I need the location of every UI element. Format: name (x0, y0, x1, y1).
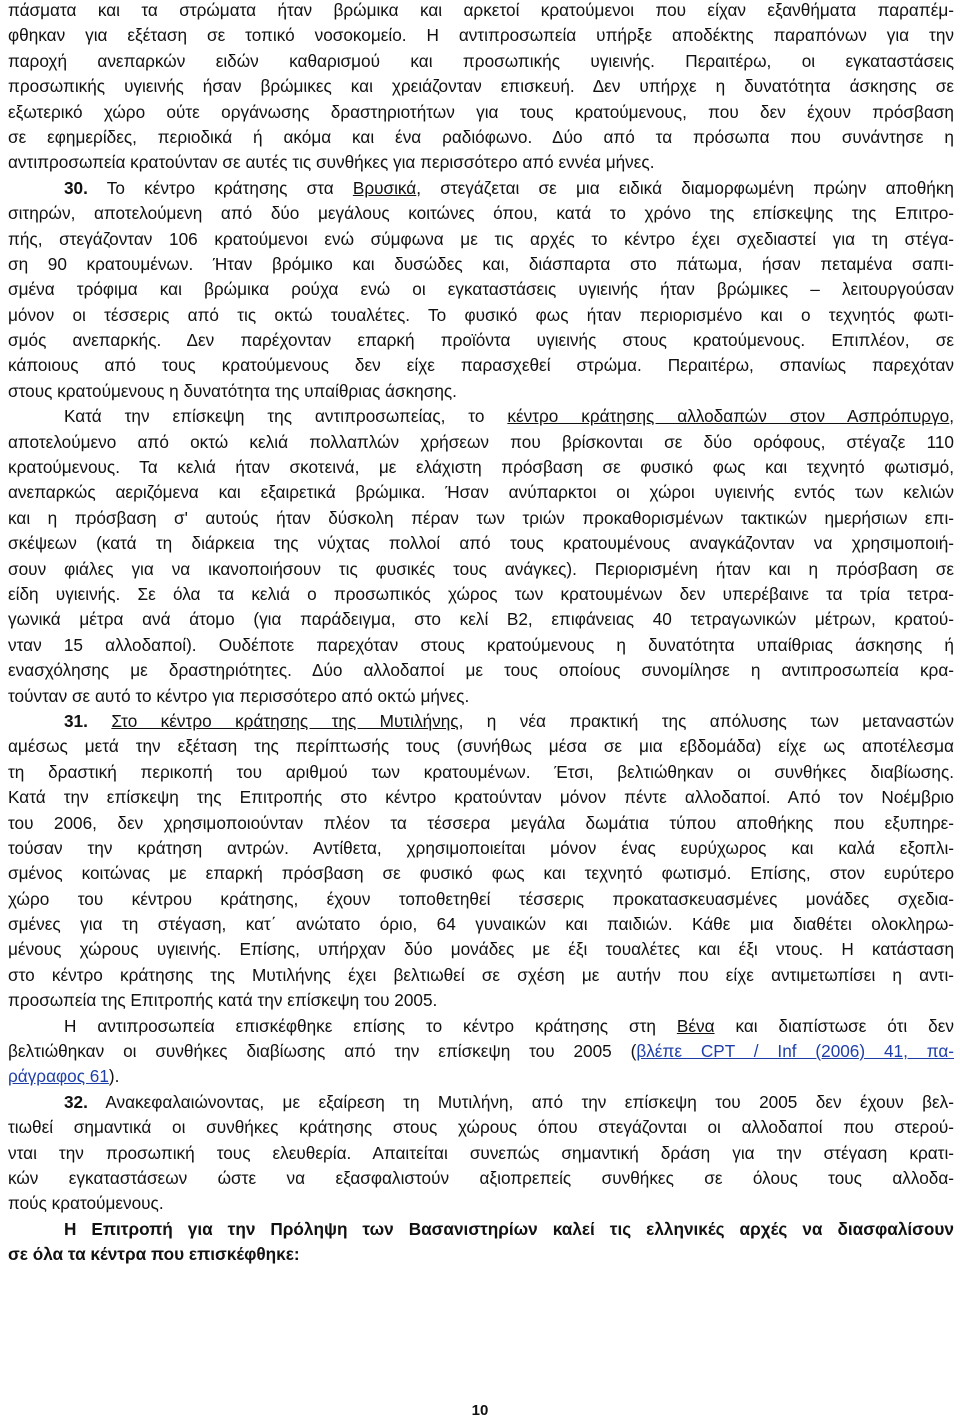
text-line: νται την προσωπική τους ελευθερία. Απαιτείται συνεπώς σημαντική δράση για την στέγαση κρατι- (8, 1142, 954, 1163)
place-name-underlined: Βρυσικά (352, 177, 417, 198)
text-line: τη δραστική περικοπή του αριθμού των κρατουμένων. Έτσι, βελτιώθηκαν οι συνθήκες διαβίωσης. (8, 761, 954, 782)
place-name-underlined: Στο κέντρο κράτησης της Μυτιλήνης (111, 710, 459, 731)
text-run: Ανακεφαλαιώνοντας, με εξαίρεση τη Μυτιλήνη, από την επίσκεψη του 2005 δεν έχουν βελ- (87, 1091, 954, 1112)
text-line: τιωθεί σημαντικά οι συνθήκες κράτησης στους χώρους όπου στεγάζονται οι αλλοδαποί που στερού- (8, 1117, 954, 1138)
text-line: προσωπικής υγιεινής ήσαν βρώμικες και χρειάζονταν επισκευή. Δεν υπήρχε η δυνατότητα άσκησης σε (8, 76, 954, 97)
text-line: του 2006, δεν χρησιμοποιούνταν πλέον τα τέσσερα μεγάλα δωμάτια τύπου αποθήκης που εξυπηρε- (8, 812, 954, 833)
text-line: σιτηρών, αποτελούμενη από δύο μεγάλους κοιτώνες όπου, κατά το χρόνο της επίσκεψης της Επιτρο- (8, 203, 954, 224)
place-name-underlined: κέντρο κράτησης αλλοδαπών στον Ασπρόπυργο (507, 406, 950, 427)
text-line: τούνταν σε αυτό το κέντρο για περισσότερο από οκτώ μήνες. (8, 685, 470, 706)
text-line: παροχή ανεπαρκών ειδών καθαρισμού και προσωπικής υγιεινής. Περαιτέρω, οι εγκαταστάσεις (8, 50, 954, 71)
text-line: τούσαν την κράτηση αντρών. Αντίθετα, χρησιμοποιείται μόνον ένας ευρύχωρος και καλά εξοπλι- (8, 837, 954, 858)
text-line: πής, στεγάζονταν 106 κρατούμενοι ενώ σύμφωνα με τις αρχές το κέντρο έχει σχεδιαστεί για τη στέγα- (8, 228, 954, 249)
text-run: ). (108, 1066, 120, 1087)
text-line (8, 1064, 954, 1089)
text-line: πάσματα και τα στρώματα ήταν βρώμικα και αρκετοί κρατούμενοι που είχαν εξανθήματα παραπέμ- (8, 0, 954, 20)
text-run: και διαπίστωσε ότι δεν (714, 1015, 954, 1036)
text-line: κών εγκαταστάσεων ώστε να εξασφαλιστούν αξιοπρεπείς συνθήκες σε όλους τους αλλοδα- (8, 1167, 954, 1188)
text-line: γωνικά μέτρα ανά άτομο (για παράδειγμα, στο κελί Β2, επιφάνειας 40 τετραγωνικών μέτρων, κρατού- (8, 609, 954, 630)
text-run (88, 711, 111, 731)
place-name-underlined: Βένα (676, 1015, 715, 1036)
text-run: Η αντιπροσωπεία επισκέφθηκε επίσης το κέντρο κράτησης στη (64, 1015, 677, 1036)
text-line: κρατούμενους. Τα κελιά ήταν σκοτεινά, με ελάχιστη πρόσβαση σε φυσικό φως και τεχνητό φωτισμό, (8, 457, 954, 478)
text-line: σμένες για τη στέγαση, κατ΄ ανώτατο όριο, 64 γυναικών και παιδιών. Κάθε μια διαθέτει ολοκληρω- (8, 914, 954, 935)
paragraph-number: 31. (64, 710, 88, 731)
text-run: βελτιώθηκαν οι συνθήκες διαβίωσης από την επίσκεψη του 2005 ( (8, 1041, 637, 1062)
text-run: , στεγάζεται σε μια ειδικά διαμορφωμένη πρώην αποθήκη (416, 177, 954, 198)
text-line: σμένα τρόφιμα και βρώμικα ρούχα ενώ οι εγκαταστάσεις υγιεινής ήταν βρώμικες – λειτουργούσαν (8, 279, 954, 300)
text-line: σκέψεων (κατά τη διάρκεια της νύχτας πολλοί από τους κρατουμένους αναγκάζονταν να χρησιμοποιή- (8, 533, 954, 554)
text-line: προσωπεία της Επιτροπής κατά την επίσκεψη του 2005. (8, 990, 438, 1011)
text-run: , (949, 406, 954, 427)
text-line: σμός ανεπαρκής. Δεν παρέχονταν επαρκή προϊόντα υγιεινής στους κρατούμενους. Επιπλέον, σε (8, 330, 954, 351)
paragraph-31-start (8, 709, 954, 734)
text-line: στο κέντρο κράτησης της Μυτιλήνης έχει βελτιωθεί σε σχέση με αυτήν που είχε αντιμετωπίσει η αντι- (8, 964, 954, 985)
text-run: , η νέα πρακτική της απόλυσης των μεταναστών (458, 710, 954, 731)
page-number: 10 (471, 1402, 489, 1419)
document-page (8, 0, 954, 1268)
text-line: στους κρατούμενους η δυνατότητα της υπαίθριας άσκησης. (8, 380, 457, 401)
text-line: αντιπροσωπεία κρατούνταν σε αυτές τις συνθήκες για περισσότερο από εννέα μήνες. (8, 152, 655, 173)
recommendation-heading: σε όλα τα κέντρα που επισκέφθηκε: (8, 1244, 300, 1265)
paragraph-30-start (8, 176, 954, 201)
text-line: ση 90 κρατουμένων. Ήταν βρόμικο και δυσώδες και, διάσπαρτα στο πάτωμα, ήσαν πεταμένα σαπι- (8, 253, 954, 274)
text-line: αμέσως μετά την εξέταση της περίπτωσής τους (συνήθως μέσα σε μια εβδομάδα) είχε ως αποτέλεσμα (8, 736, 954, 757)
text-line: μένους χώρους υγιεινής. Επίσης, υπήρχαν δύο μονάδες με έξι τουαλέτες και έξι ντους. Η κατάσταση (8, 939, 954, 960)
text-line: ανεπαρκώς αεριζόμενα και εξαιρετικά βρώμικα. Ήσαν ανύπαρκτοι οι χώροι υγιεινής εντός των κελιών (8, 482, 954, 503)
paragraph-32-start (8, 1090, 954, 1115)
paragraph-vena-start (8, 1014, 954, 1039)
text-line: ενασχόλησης με δραστηριότητες. Δύο αλλοδαποί με τους οποίους συνομίλησε η αντιπροσωπεία κρα- (8, 660, 954, 681)
paragraph-aspropyrgos-start (8, 404, 954, 429)
text-line: σουν φιάλες για να ικανοποιήσουν τις φυσικές τους ανάγκες). Περιορισμένη ήταν και η πρόσβαση σε (8, 558, 954, 579)
text-line (8, 1039, 954, 1064)
text-line: σμένος κοιτώνας με επαρκή πρόσβαση σε φυσικό φως και τεχνητό φωτισμό. Επίσης, στον ευρύτερο (8, 863, 954, 884)
text-line: αποτελούμενο από οκτώ κελιά πολλαπλών χρήσεων που βρίσκονται σε δύο ορόφους, στέγαζε 110 (8, 431, 954, 452)
text-line: και η πρόσβαση σ' αυτούς ήταν δύσκολη πέραν των τριών προκαθορισμένων τακτικών ημερήσιων επι- (8, 507, 954, 528)
text-line: μόνον οι τέσσερις από τις οκτώ τουαλέτες. Το φυσικό φως ήταν περιορισμένο και ο τεχνητός φωτι- (8, 304, 954, 325)
text-line: νταν 15 αλλοδαποί). Ουδέποτε παρεχόταν στους κρατούμενους η δυνατότητα υπαίθριας άσκησης ή (8, 634, 954, 655)
recommendation-heading: Η Επιτροπή για την Πρόληψη των Βασανιστηρίων καλεί τις ελληνικές αρχές να διασφαλίσουν (64, 1218, 954, 1239)
text-line: είδη υγιεινής. Σε όλα τα κελιά ο προσωπικός χώρος των κρατουμένων δεν υπερέβαινε τα τρία τετρα- (8, 583, 954, 604)
text-line: χώρο του κέντρου κράτησης, έχουν τοποθετηθεί τέσσερις προκατασκευασμένες μονάδες σχεδια- (8, 888, 954, 909)
text-run: Το κέντρο κράτησης στα (87, 177, 353, 198)
text-line: σε εφημερίδες, περιοδικά ή ακόμα και ένα ραδιόφωνο. Δύο από τα πρόσωπα που συνάντησε η (8, 126, 954, 147)
text-line: Κατά την επίσκεψη της Επιτροπής στο κέντρο κρατούνταν μόνον πέντε αλλοδαποί. Από τον Νοέμβριο (8, 787, 954, 808)
text-line: κάποιους από τους κρατούμενους δεν είχε παρασχεθεί στρώμα. Περαιτέρω, σπανίως παρεχόταν (8, 355, 954, 376)
text-line: πούς κρατούμενους. (8, 1193, 164, 1214)
reference-link[interactable]: βλέπε CPT / Inf (2006) 41, πα- (636, 1041, 954, 1062)
text-line: φθηκαν για εξέταση σε τοπικό νοσοκομείο. Η αντιπροσωπεία υπήρξε αποδέκτης παραπόνων για την (8, 25, 954, 46)
text-line: εξωτερικό χώρο ούτε οργάνωσης δραστηριοτήτων για τους κρατούμενους, που δεν έχουν πρόσβαση (8, 101, 954, 122)
paragraph-number: 30. (64, 177, 88, 198)
paragraph-number: 32. (64, 1091, 88, 1112)
reference-link-continuation[interactable]: ράγραφος 61 (8, 1066, 109, 1087)
text-run: Κατά την επίσκεψη της αντιπροσωπείας, το (64, 406, 508, 427)
